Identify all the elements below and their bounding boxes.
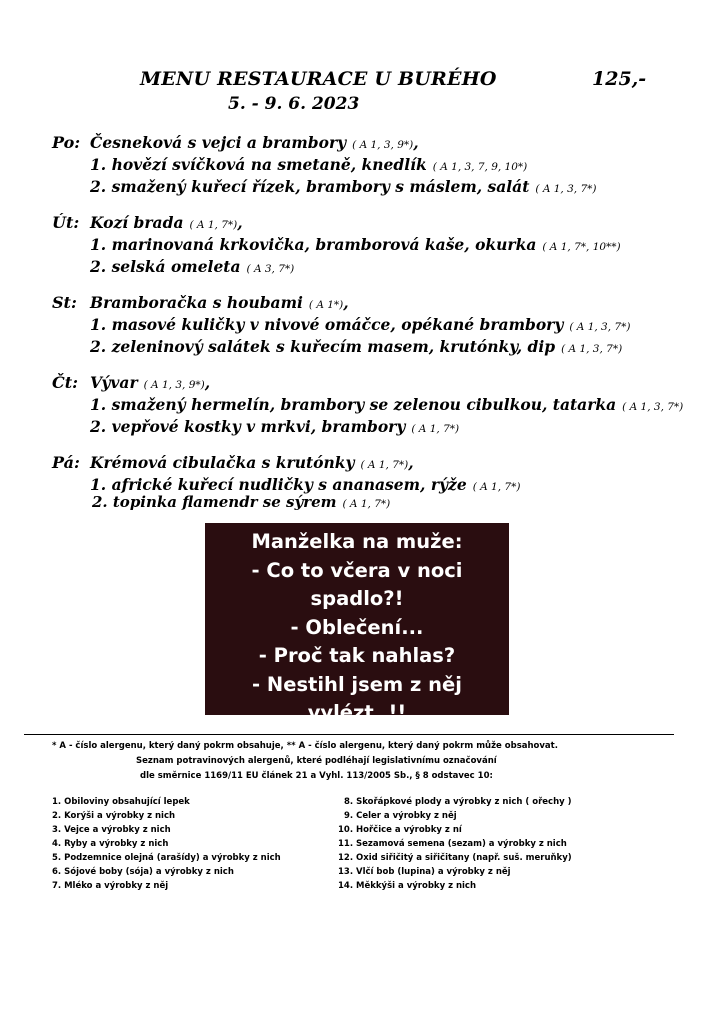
dish — [90, 337, 622, 356]
joke-image — [205, 523, 509, 724]
allergen-codes: ( A 1, 3, 7, 9, 10*) — [432, 161, 528, 173]
soup-suffix: , — [343, 293, 349, 312]
allergen-codes: ( A 3, 7*) — [246, 263, 295, 275]
joke-line: spadlo?! — [310, 587, 404, 610]
dish-name: 1. masové kuličky v nivové omáčce, opékané brambory — [90, 315, 564, 334]
joke-line: - Nestihl jsem z něj — [252, 672, 462, 696]
dish-name: 2. topinka flamendr se sýrem — [92, 493, 337, 511]
dish — [90, 235, 621, 254]
allergen-item: 9. Celer a výrobky z něj — [344, 811, 457, 821]
soup-name: Česneková s vejci a brambory — [90, 133, 347, 152]
dish-name: 1. africké kuřecí nudličky s ananasem, rýže — [90, 475, 467, 494]
allergen-item: 1. Obiloviny obsahující lepek — [52, 797, 190, 807]
allergen-codes: ( A 1, 3, 7*) — [561, 343, 623, 355]
footnote-regulation: dle směrnice 1169/11 EU článek 21 a Vyhl. 113/2005 Sb., § 8 odstavec 10: — [140, 771, 493, 781]
allergen-codes: ( A 1, 7*) — [360, 459, 409, 471]
allergen-codes: ( A 1, 7*, 10**) — [542, 241, 621, 253]
day-label: Út: — [52, 213, 80, 232]
allergen-codes: ( A 1, 7*) — [411, 423, 460, 435]
soup-name: Krémová cibulačka s krutónky — [90, 453, 355, 472]
soup — [90, 453, 414, 472]
soup — [90, 373, 210, 392]
soup — [90, 133, 419, 152]
divider-line — [24, 734, 674, 735]
dish — [90, 257, 294, 276]
allergen-item: 5. Podzemnice olejná (arašídy) a výrobky z nich — [52, 853, 281, 863]
dish — [90, 395, 683, 414]
day-label: St: — [52, 293, 77, 312]
day-label: Pá: — [52, 453, 80, 472]
allergen-codes: ( A 1, 3, 7*) — [622, 401, 684, 413]
menu-price: 125,- — [592, 68, 647, 90]
joke-line: - Oblečení... — [290, 615, 424, 639]
joke-line: - Co to včera v noci — [251, 558, 463, 582]
allergen-codes: ( A 1, 3, 7*) — [535, 183, 597, 195]
allergen-codes: ( A 1, 3, 9*) — [352, 139, 414, 151]
soup-name: Vývar — [90, 373, 138, 392]
dish — [90, 155, 527, 174]
dish-name: 2. smažený kuřecí řízek, brambory s máslem, salát — [90, 177, 530, 196]
soup-suffix: , — [237, 213, 243, 232]
menu-dates: 5. - 9. 6. 2023 — [228, 94, 360, 114]
allergen-codes: ( A 1*) — [308, 299, 344, 311]
allergen-codes: ( A 1, 3, 9*) — [143, 379, 205, 391]
dish — [90, 417, 459, 436]
dish — [92, 493, 390, 511]
joke-line: - Proč tak nahlas? — [258, 644, 456, 667]
allergen-item: 2. Korýši a výrobky z nich — [52, 811, 176, 821]
allergen-item: 12. Oxid siřičitý a siřičitany (např. suš. meruňky) — [338, 853, 572, 863]
dish-name: 1. marinovaná krkovička, bramborová kaše, okurka — [90, 235, 537, 254]
soup — [90, 213, 243, 232]
soup — [90, 293, 349, 312]
dish-name: 1. smažený hermelín, brambory se zelenou cibulkou, tatarka — [90, 395, 617, 414]
dish-name: 1. hovězí svíčková na smetaně, knedlík — [90, 155, 427, 174]
dish — [90, 475, 520, 494]
soup-name: Bramboračka s houbami — [90, 293, 303, 312]
allergen-codes: ( A 1, 7*) — [189, 219, 238, 231]
allergen-item: 3. Vejce a výrobky z nich — [52, 825, 171, 835]
allergen-item: 14. Měkkýši a výrobky z nich — [338, 881, 477, 891]
menu-title: MENU RESTAURACE U BURÉHO — [140, 68, 497, 90]
allergen-codes: ( A 1, 3, 7*) — [569, 321, 631, 333]
allergen-item: 4. Ryby a výrobky z nich — [52, 839, 169, 849]
allergen-item: 11. Sezamová semena (sezam) a výrobky z nich — [338, 839, 567, 849]
soup-name: Kozí brada — [90, 213, 184, 232]
joke-line: vylézt..!! — [307, 701, 407, 724]
dish — [90, 315, 630, 334]
allergen-item: 7. Mléko a výrobky z něj — [52, 881, 169, 891]
dish — [90, 177, 596, 196]
allergen-item: 13. Vlčí bob (lupina) a výrobky z něj — [338, 867, 511, 877]
joke-line: Manželka na muže: — [251, 530, 463, 553]
allergen-codes: ( A 1, 7*) — [342, 498, 391, 510]
allergen-item: 6. Sójové boby (sója) a výrobky z nich — [52, 867, 234, 877]
allergen-item: 8. Skořápkové plody a výrobky z nich ( ořechy ) — [344, 797, 572, 807]
day-label: Čt: — [52, 373, 79, 392]
footnote-allergen-list-title: Seznam potravinových alergenů, které podléhají legislativnímu označování — [136, 756, 497, 766]
allergen-codes: ( A 1, 7*) — [472, 481, 521, 493]
dish-name: 2. vepřové kostky v mrkvi, brambory — [90, 417, 406, 436]
footnote-allergen-legend: * A - číslo alergenu, který daný pokrm obsahuje, ** A - číslo alergenu, který daný pokrm může obsahovat. — [52, 741, 558, 751]
allergen-item: 10. Hořčice a výrobky z ní — [338, 825, 462, 835]
dish-name: 2. zeleninový salátek s kuřecím masem, krutónky, dip — [90, 337, 556, 356]
soup-suffix: , — [408, 453, 414, 472]
day-label: Po: — [52, 133, 81, 152]
dish-name: 2. selská omeleta — [90, 257, 241, 276]
soup-suffix: , — [413, 133, 419, 152]
soup-suffix: , — [204, 373, 211, 392]
